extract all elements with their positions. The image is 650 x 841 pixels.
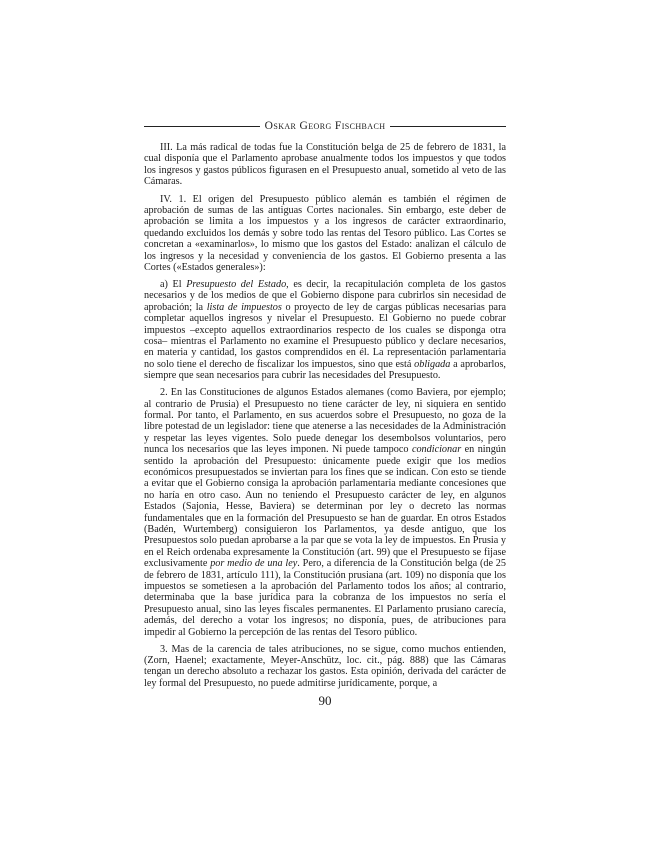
page-number: 90 — [318, 693, 332, 708]
body-text — [144, 142, 506, 695]
header-rule-left — [144, 126, 260, 127]
text-run: 2. En las Constituciones de algunos Estados alemanes (como Baviera, por ejemplo; al contrario de Prusia) el Presupuesto no tiene carácter de ley, ni siquiera en sentido formal. Por tanto, el Parlamento, en sus acuerdos sobre el Presupuesto, no goza de la libre potestad de un legislador: tiene que atenerse a las necesidades de la Administración y respetar las leyes vigentes. Solo puede denegar los desembolsos voluntarios, pero nunca los necesarios que las leyes imponen. Ni puede tampoco — [144, 387, 506, 456]
italic-text: obligada — [414, 358, 451, 370]
text-run: III. La más radical de todas fue la Constitución belga de 25 de febrero de 1831, la cual disponía que el Parlamento aprobase anualmente todos los impuestos y que todos los ingresos y gastos públicos figurasen en el Presupuesto anual, sometido al veto de las Cámaras. — [144, 142, 506, 188]
header-author: Oskar Georg Fischbach — [264, 120, 386, 132]
running-header — [144, 120, 506, 132]
paragraph — [144, 142, 506, 188]
text-run: a aprobarlos, siempre que sean necesarios para cubrir las necesidades del Presupuesto. — [144, 358, 506, 382]
italic-text: lista de impuestos — [206, 301, 282, 313]
paragraph — [144, 194, 506, 274]
italic-text: condicionar — [411, 444, 462, 456]
paragraph — [144, 279, 506, 382]
text-run: en ningún sentido la aprobación del Presupuesto: únicamente puede exigir que los medios económicos presupuestados se inviertan para los fines que se indican. Con esto se tiende a evitar que el Gobierno consiga la aprobación parlamentaria mediante concesiones que no haría en otro caso. Aun no teniendo el Presupuesto carácter de ley, en algunos Estados (Sajonia, Hesse, Baviera) se determinan por ley o decreto las normas fundamentales que en la formación del Presupuesto se han de guardar. En otros Estados (Badén, Wurtemberg) consiguieron los Parlamentos, ya desde antiguo, que los Presupuestos solo puedan aprobarse a la par que se vota la ley de impuestos. En Prusia y en el Reich ordenaba expresamente la Constitución (art. 99) que el Presupuesto se fijase exclusivamente — [144, 444, 506, 570]
text-run: IV. 1. El origen del Presupuesto público alemán es también el régimen de aprobación de sumas de las antiguas Cortes nacionales. Sin embargo, este deber de aprobación se limita a los impuestos y a los ingresos de carácter extraordinario, quedando excluidos los demás y sobre todo las rentas del Tesoro público. Las Cortes se concretan a «examinarlos», lo mismo que los gastos del Estado: analizan el cálculo de los ingresos y la necesidad y conveniencia de los gastos. El Gobierno presenta a las Cortes («Estados generales»): — [144, 193, 506, 274]
paragraph — [144, 387, 506, 638]
text-run: o proyecto de ley de cargas públicas necesarias para completar aquellos ingresos y nivelar el Presupuesto. El Gobierno no puede cobrar impuestos –excepto aquellos extraordinarios respecto de los cuales se disponga otra cosa– mientras el Parlamento no examine el Presupuesto público y declare necesarios, en materia y cantidad, los gastos comprendidos en él. La representación parlamentaria no solo tiene el derecho de fiscalizar los impuestos, sino que está — [144, 301, 506, 370]
text-run: a) El — [160, 278, 187, 290]
text-run: 3. Mas de la carencia de tales atribuciones, no se sigue, como muchos entienden, (Zorn, Haenel; exactamente, Meyer-Anschütz, loc. cit., pág. 888) que las Cámaras tengan un derecho absoluto a rechazar los gastos. Esta opinión, derivada del carácter de ley formal del Presupuesto, no puede admitirse jurídicamente, porque, a — [144, 643, 506, 689]
paragraph — [144, 644, 506, 690]
text-run: , es decir, la recapitulación completa de los gastos necesarios y de los medios de que el Gobierno dispone para cubrirlos sin necesidad de aprobación; la — [144, 278, 506, 313]
header-rule-right — [390, 126, 506, 127]
italic-text: por medio de una ley — [210, 558, 298, 570]
text-run: . Pero, a diferencia de la Constitución belga (de 25 de febrero de 1831, artículo 111), la Constitución prusiana (art. 109) no disponía que los impuestos se sometiesen a la aprobación del Parlamento todos los años; al contrario, determinaba que la base jurídica para la cobranza de los impuestos no sería el Presupuesto anual, sino las leyes fiscales permanentes. El Parlamento prusiano carecía, además, del derecho a votar los ingresos; no disponía, pues, de atribuciones para impedir al Gobierno la percepción de las rentas del Tesoro público. — [144, 558, 506, 638]
italic-text: Presupuesto del Estado — [186, 278, 287, 290]
